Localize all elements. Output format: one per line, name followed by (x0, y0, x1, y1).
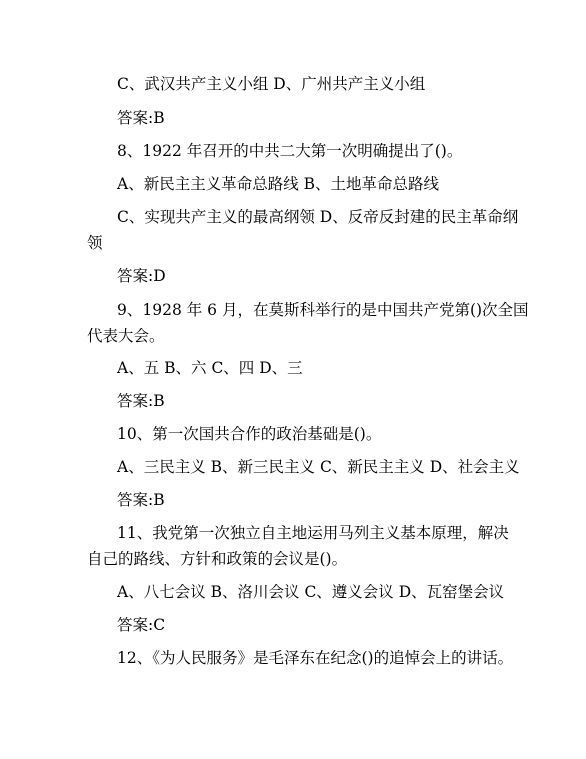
answer-line: 答案:B (117, 491, 165, 509)
answer-line: 答案:C (117, 616, 166, 634)
answer-line: 答案:B (117, 392, 165, 410)
question-line: 代表大会。 (87, 327, 165, 345)
question-line: 自己的路线、方针和政策的会议是()。 (87, 550, 348, 568)
question-line: 12、《为人民服务》是毛泽东在纪念()的追悼会上的讲话。 (117, 649, 514, 667)
text-line: 领 (87, 234, 103, 252)
text-line: C、武汉共产主义小组 D、广州共产主义小组 (117, 75, 426, 93)
answer-line: 答案:B (117, 109, 165, 127)
options-line: A、五 B、六 C、四 D、三 (117, 359, 303, 377)
question-line: 8、1922 年召开的中共二大第一次明确提出了()。 (117, 142, 463, 160)
options-line: C、实现共产主义的最高纲领 D、反帝反封建的民主革命纲 (117, 208, 519, 226)
question-line: 11、我党第一次独立自主地运用马列主义基本原理，解决 (117, 524, 509, 542)
options-line: A、八七会议 B、洛川会议 C、遵义会议 D、瓦窑堡会议 (117, 583, 505, 601)
options-line: A、三民主义 B、新三民主义 C、新民主主义 D、社会主义 (117, 458, 520, 476)
question-line: 10、第一次国共合作的政治基础是()。 (117, 425, 382, 443)
answer-line: 答案:D (117, 267, 166, 285)
question-line: 9、1928 年 6 月，在莫斯科举行的是中国共产党第()次全国 (117, 301, 529, 319)
options-line: A、新民主主义革命总路线 B、土地革命总路线 (117, 175, 440, 193)
